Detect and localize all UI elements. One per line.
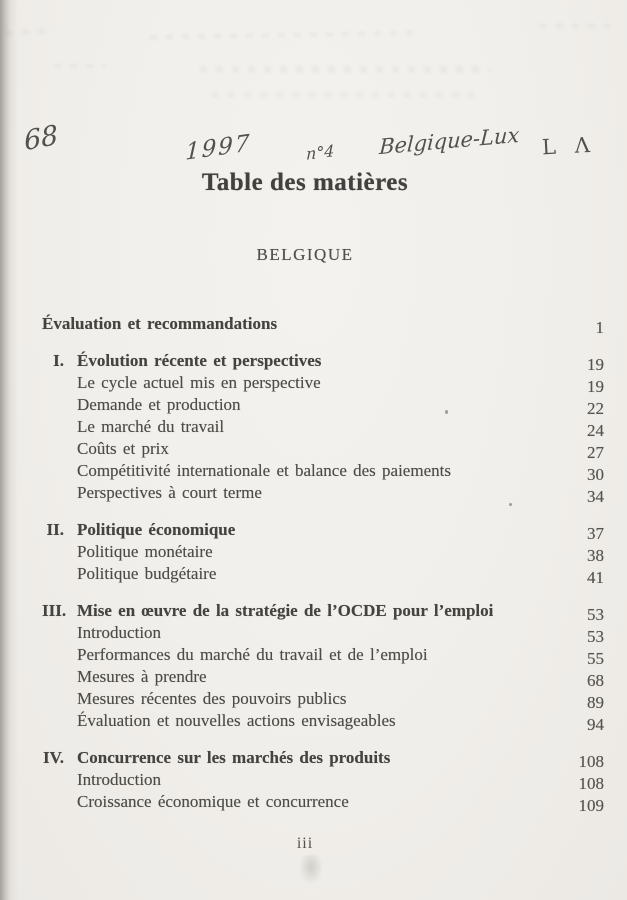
toc-entry-label: Politique économique [77, 520, 236, 539]
showthrough-mark [200, 66, 490, 73]
handwritten-year: 1997 [184, 130, 252, 166]
toc-entry-label: Concurrence sur les marchés des produits [77, 748, 391, 767]
showthrough-mark [212, 92, 474, 98]
toc-entry-page-number: 109 [578, 796, 604, 815]
toc-entry [42, 417, 604, 439]
toc-entry-label: Mesures récentes des pouvoirs publics [77, 689, 347, 708]
handwritten-initials: L Λ [541, 132, 597, 160]
toc-entry [42, 770, 604, 792]
toc-entry [42, 520, 604, 542]
toc-entry-page-number: 89 [587, 693, 604, 712]
toc-entry [42, 748, 604, 770]
toc-entry-page-number: 108 [578, 774, 604, 793]
toc-entry-label: Introduction [77, 770, 162, 789]
toc-entry [42, 667, 604, 689]
page-folio: iii [296, 835, 314, 852]
toc-entry [42, 395, 604, 417]
toc-entry-page-number: 19 [587, 377, 604, 396]
toc-entry [42, 645, 604, 667]
toc-entry-label: Le cycle actuel mis en perspective [77, 373, 321, 392]
showthrough-mark [54, 64, 106, 68]
toc-entry [42, 711, 604, 733]
toc-entry-page-number: 1 [595, 318, 604, 337]
ink-smudge [299, 855, 323, 885]
toc-entry-label: Compétitivité internationale et balance des paiements [77, 461, 451, 480]
toc-entry-page-number: 34 [587, 487, 604, 506]
toc-entry-label: Perspectives à court terme [77, 483, 262, 502]
toc-list [0, 314, 610, 814]
toc-entry-page-number: 53 [587, 627, 604, 646]
toc-entry-page-number: 68 [587, 671, 604, 690]
handwritten-issue-number: n°4 [305, 141, 335, 164]
toc-entry [42, 623, 604, 645]
toc-entry-numeral: III. [42, 601, 67, 620]
country-heading: BELGIQUE [256, 245, 354, 264]
toc-entry [42, 689, 604, 711]
toc-entry [42, 564, 604, 586]
toc-entry-label: Le marché du travail [77, 417, 225, 436]
toc-entry-page-number: 94 [587, 715, 604, 734]
toc-entry [42, 792, 604, 814]
toc-entry-numeral: II. [46, 520, 64, 539]
toc-entry-page-number: 24 [587, 421, 604, 440]
handwritten-country-note: Belgique-Lux [378, 122, 520, 160]
toc-entry-page-number: 108 [578, 752, 604, 771]
toc-entry-page-number: 27 [587, 443, 604, 462]
toc-entry-label: Évaluation et nouvelles actions envisageables [77, 711, 396, 730]
showthrough-mark [6, 29, 50, 35]
toc-entry-page-number: 55 [587, 649, 604, 668]
toc-entry-numeral: I. [53, 351, 64, 370]
toc-entry-label: Politique budgétaire [77, 564, 217, 583]
showthrough-mark [150, 31, 420, 40]
toc-entry [42, 483, 604, 505]
toc-entry-label: Évolution récente et perspectives [77, 351, 322, 370]
toc-entry-page-number: 19 [587, 355, 604, 374]
toc-entry [42, 542, 604, 564]
toc-entry-page-number: 53 [587, 605, 604, 624]
toc-entry [42, 351, 604, 373]
toc-entry [42, 461, 604, 483]
toc-entry-label: Performances du marché du travail et de l’emploi [77, 645, 428, 664]
toc-entry-label: Mesures à prendre [77, 667, 207, 686]
toc-entry [42, 373, 604, 395]
toc-entry [42, 439, 604, 461]
toc-entry-page-number: 41 [587, 568, 604, 587]
showthrough-mark [540, 24, 614, 28]
toc-entry-numeral: IV. [43, 748, 64, 767]
toc-entry-label: Coûts et prix [77, 439, 169, 458]
toc-entry-label: Évaluation et recommandations [42, 314, 278, 333]
toc-entry-label: Demande et production [77, 395, 241, 414]
toc-entry-label: Mise en œuvre de la stratégie de l’OCDE pour l’emploi [77, 601, 494, 620]
toc-entry-label: Croissance économique et concurrence [77, 792, 349, 811]
handwritten-serial-number: 68 [22, 119, 60, 158]
toc-entry [42, 314, 604, 336]
toc-entry-page-number: 37 [587, 524, 604, 543]
toc-entry-label: Introduction [77, 623, 162, 642]
page-title: Table des matières [201, 169, 409, 196]
toc-entry-page-number: 30 [587, 465, 604, 484]
toc-entry-page-number: 22 [587, 399, 604, 418]
toc-entry-page-number: 38 [587, 546, 604, 565]
toc-entry-label: Politique monétaire [77, 542, 213, 561]
toc-entry [42, 601, 604, 623]
